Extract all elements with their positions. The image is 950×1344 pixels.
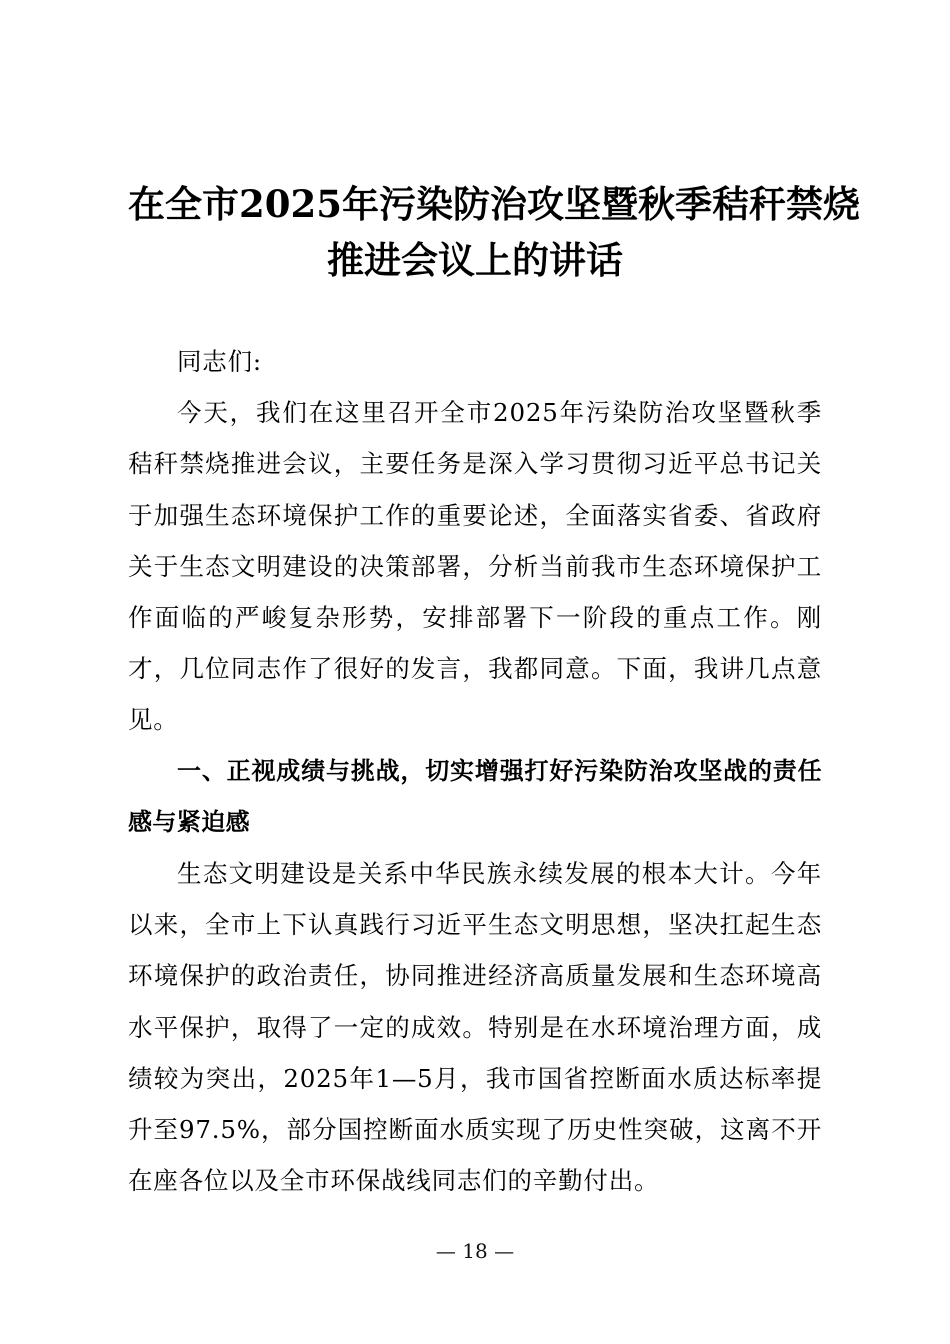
paragraph-achievements: 生态文明建设是关系中华民族永续发展的根本大计。今年以来，全市上下认真践行习近平生态文明思想，坚决扛起生态环境保护的政治责任，协同推进经济高质量发展和生态环境高水平保护，取得了一定的成效。特别是在水环境治理方面，成绩较为突出，2025年1—5月，我市国省控断面水质达标率提升至97.5%，部分国控断面水质实现了历史性突破，这离不开在座各位以及全市环保战线同志们的辛勤付出。 xyxy=(128,859,822,1196)
section-heading-1: 一、正视成绩与挑战，切实增强打好污染防治攻坚战的责任感与紧迫感 xyxy=(128,756,822,836)
document-title-line-2: 推进会议上的讲话 xyxy=(327,238,623,282)
document-body xyxy=(128,336,822,1206)
page-number: — 18 — xyxy=(435,1239,515,1263)
paragraph-opening: 今天，我们在这里召开全市2025年污染防治攻坚暨秋季秸秆禁烧推进会议，主要任务是深入学习贯彻习近平总书记关于加强生态环境保护工作的重要论述，全面落实省委、省政府关于生态文明建设的决策部署，分析当前我市生态环境保护工作面临的严峻复杂形势，安排部署下一阶段的重点工作。刚才，几位同志作了很好的发言，我都同意。下面，我讲几点意见。 xyxy=(128,398,822,735)
document-title-line-1: 在全市2025年污染防治攻坚暨秋季秸秆禁烧 xyxy=(128,182,860,226)
salutation: 同志们: xyxy=(177,347,262,376)
